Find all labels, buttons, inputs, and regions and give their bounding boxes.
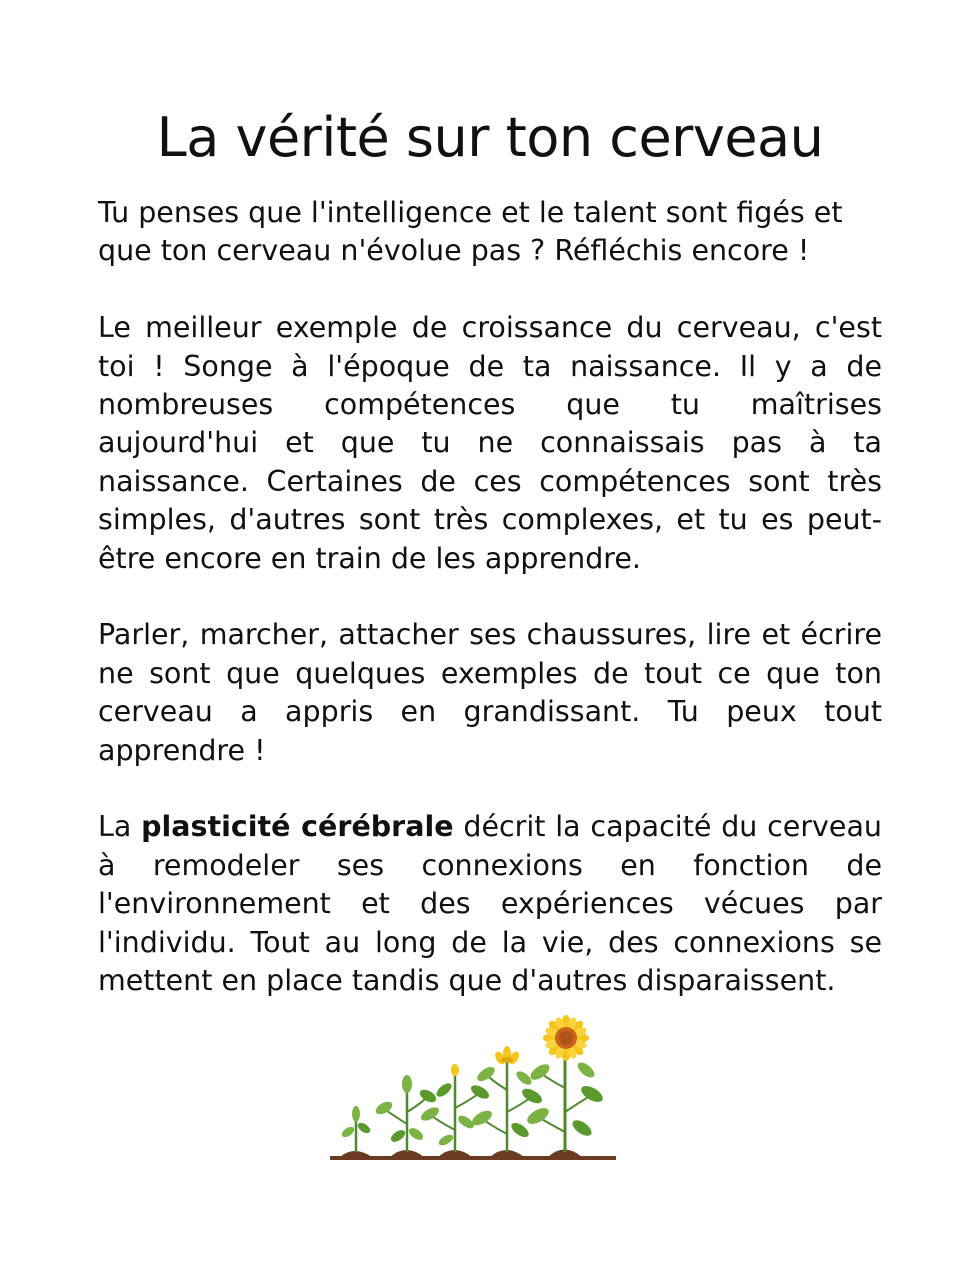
sunflower-head [543,1015,589,1061]
intro-paragraph: Tu penses que l'intelligence et le talent sont figés et que ton cerveau n'évolue pas ? Réfléchis encore ! [98,196,843,268]
learned-skills-paragraph: Parler, marcher, attacher ses chaussures, lire et écrire ne sont que quelques exemples de tout ce que ton cerveau a appris en grandissant. Tu peux tout apprendre ! [98,618,882,767]
plasticity-paragraph [98,808,882,1000]
plasticity-intro-text: La [98,810,142,844]
growth-example-paragraph: Le meilleur exemple de croissance du cerveau, c'est toi ! Songe à l'époque de ta naissance. Il y a de nombreuses compétences que tu maîtrises aujourd'hui et que tu ne connaissais pas à ta naissance. Certaines de ces compétences sont très simples, d'autres sont très complexes, et tu es peut-être encore en train de les apprendre. [98,311,882,575]
plasticity-term: plasticité cérébrale [141,810,454,844]
plasticity-definition-text: décrit la capacité du cerveau à remodeler ses connexions en fonction de l'environnement et des expériences vécues par l'individu. Tout au long de la vie, des connexions se mettent en place tandis que d'autres disparaissent. [98,810,882,998]
article-body [98,194,882,1039]
plant-growth-illustration [328,1012,618,1168]
page-title: La vérité sur ton cerveau [156,106,824,169]
flowering-plant-4 [470,1046,545,1152]
seedling-1 [340,1106,372,1152]
sunflower-plant-5 [525,1015,606,1152]
